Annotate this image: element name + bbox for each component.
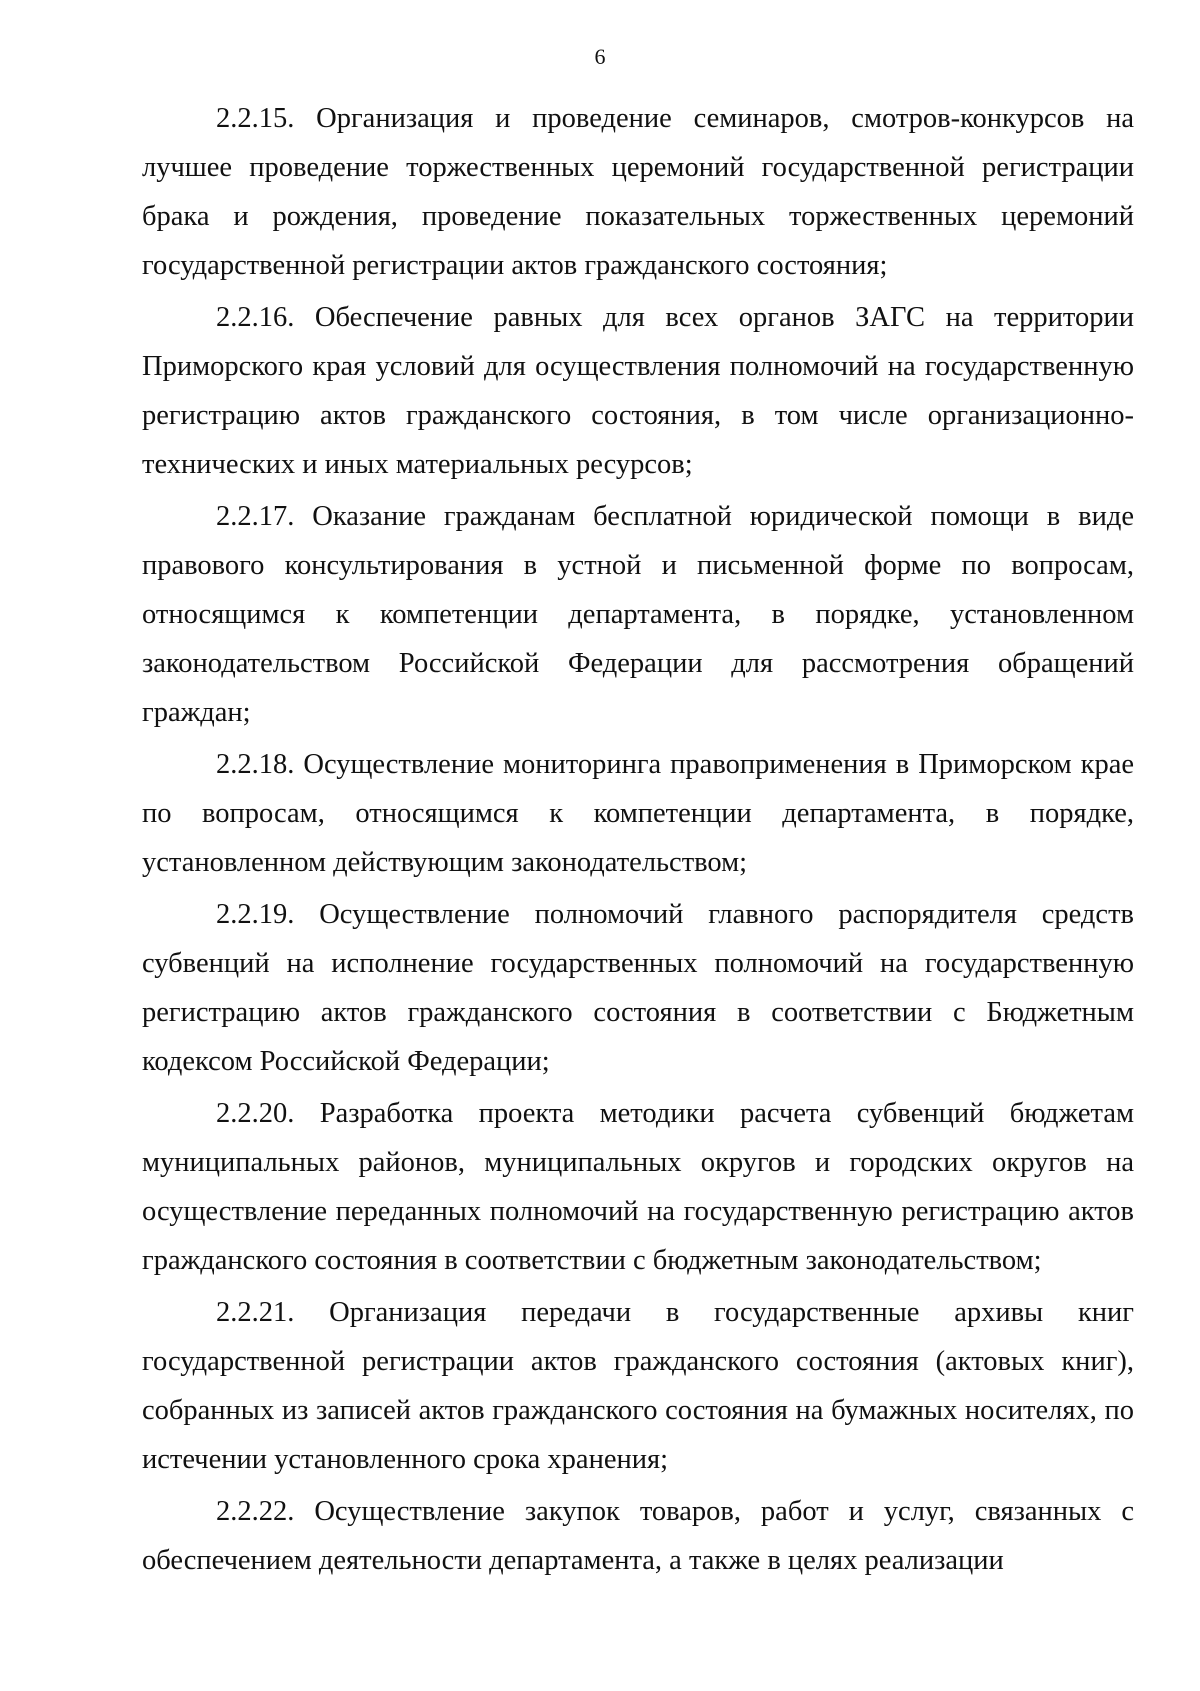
- page-number: 6: [594, 44, 606, 69]
- paragraph-2-2-18: 2.2.18. Осуществление мониторинга правоприменения в Приморском крае по вопросам, относящимся к компетенции департамента, в порядке, установленном действующим законодательством;: [142, 749, 1134, 878]
- paragraph-2-2-20: 2.2.20. Разработка проекта методики расчета субвенций бюджетам муниципальных районов, муниципальных округов и городских округов на осуществление переданных полномочий на государственную регистрацию актов гражданского состояния в соответствии с бюджетным законодательством;: [142, 1098, 1134, 1276]
- paragraph-2-2-15: 2.2.15. Организация и проведение семинаров, смотров-конкурсов на лучшее проведение торжественных церемоний государственной регистрации брака и рождения, проведение показательных торжественных церемоний государственной регистрации актов гражданского состояния;: [142, 103, 1134, 281]
- paragraph-2-2-16: 2.2.16. Обеспечение равных для всех органов ЗАГС на территории Приморского края условий для осуществления полномочий на государственную регистрацию актов гражданского состояния, в том числе организационно-технических и иных материальных ресурсов;: [142, 302, 1134, 480]
- paragraph-2-2-19: 2.2.19. Осуществление полномочий главного распорядителя средств субвенций на исполнение государственных полномочий на государственную регистрацию актов гражданского состояния в соответствии с Бюджетным кодексом Российской Федерации;: [142, 899, 1134, 1077]
- paragraph-2-2-22: 2.2.22. Осуществление закупок товаров, работ и услуг, связанных с обеспечением деятельности департамента, а также в целях реализации: [142, 1496, 1134, 1576]
- paragraph-2-2-21: 2.2.21. Организация передачи в государственные архивы книг государственной регистрации актов гражданского состояния (актовых книг), собранных из записей актов гражданского состояния на бумажных носителях, по истечении установленного срока хранения;: [142, 1297, 1134, 1475]
- document-body: [142, 94, 1134, 1588]
- paragraph-2-2-17: 2.2.17. Оказание гражданам бесплатной юридической помощи в виде правового консультирования в устной и письменной форме по вопросам, относящимся к компетенции департамента, в порядке, установленном законодательством Российской Федерации для рассмотрения обращений граждан;: [142, 501, 1134, 728]
